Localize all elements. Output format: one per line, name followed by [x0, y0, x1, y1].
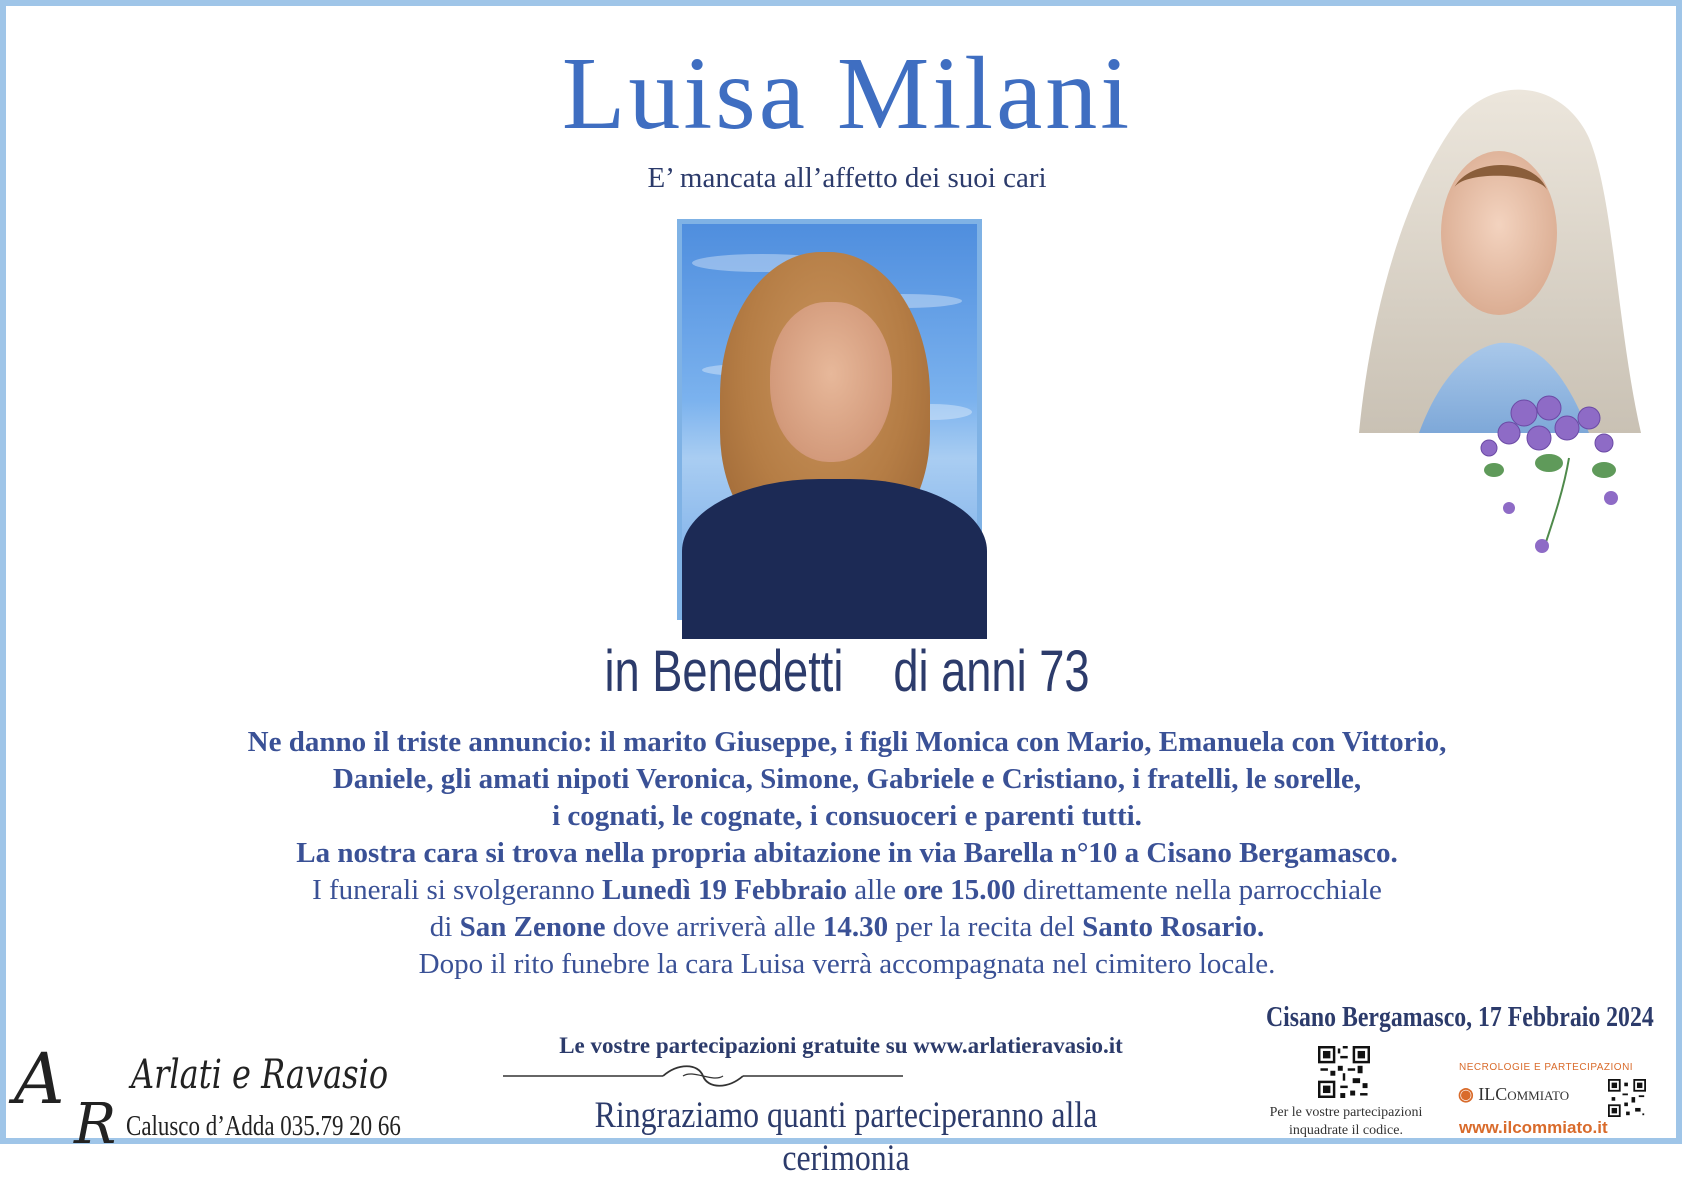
body-line-2: Daniele, gli amati nipoti Veronica, Simone, Gabriele e Cristiano, i fratelli, le sorelle,: [332, 763, 1362, 795]
thanks-text: Ringraziamo quanti parteciperanno alla cerimonia: [594, 1095, 1098, 1179]
madonna-image: [1349, 78, 1644, 558]
body-line-4: La nostra cara si trova nella propria abitazione in via Barella n°10 a Cisano Bergamasco.: [296, 837, 1398, 869]
deceased-name: Luisa Milani: [561, 36, 1133, 151]
qr-code-icon[interactable]: [1608, 1079, 1646, 1117]
funeral-home-contact: Calusco d’Adda 035.79 20 66: [126, 1111, 401, 1142]
qr-code-icon[interactable]: [1318, 1046, 1370, 1098]
deceased-photo: [677, 219, 982, 620]
notice-body: [6, 724, 1688, 983]
married-name: in Benedetti: [604, 639, 844, 704]
ar-monogram-logo: A R: [14, 1038, 117, 1157]
body-line-1: Ne danno il triste annuncio: il marito Giuseppe, i figli Monica con Mario, Emanuela con Vittorio,: [247, 726, 1447, 758]
commiato-tagline: NECROLOGIE E PARTECIPAZIONI: [1459, 1062, 1634, 1073]
partecipazioni-text: Le vostre partecipazioni gratuite su www.arlatieravasio.it: [559, 1033, 1123, 1058]
commiato-url[interactable]: www.ilcommiato.it: [1459, 1118, 1608, 1137]
body-line-3: i cognati, le cognate, i consuoceri e parenti tutti.: [552, 800, 1142, 832]
body-line-7: Dopo il rito funebre la cara Luisa verrà accompagnata nel cimitero locale.: [418, 948, 1276, 980]
place-date: Cisano Bergamasco, 17 Febbraio 2024: [1266, 1001, 1654, 1033]
age-text: di anni 73: [893, 639, 1090, 704]
married-name-age: [191, 638, 1503, 705]
funeral-home-name: Arlati e Ravasio: [131, 1052, 389, 1098]
notice-subtitle: E’ mancata all’affetto dei suoi cari: [647, 162, 1047, 194]
body-line-5: I funerali si svolgeranno Lunedì 19 Febbraio alle ore 15.00 direttamente nella parrocchiale: [312, 874, 1382, 906]
qr-caption: Per le vostre partecipazioni inquadrate il codice.: [1269, 1105, 1423, 1138]
commiato-brand: ◉ ILCommiato: [1458, 1084, 1570, 1104]
ornament-divider: [503, 1061, 903, 1091]
body-line-6: di San Zenone dove arriverà alle 14.30 per la recita del Santo Rosario.: [429, 911, 1265, 943]
